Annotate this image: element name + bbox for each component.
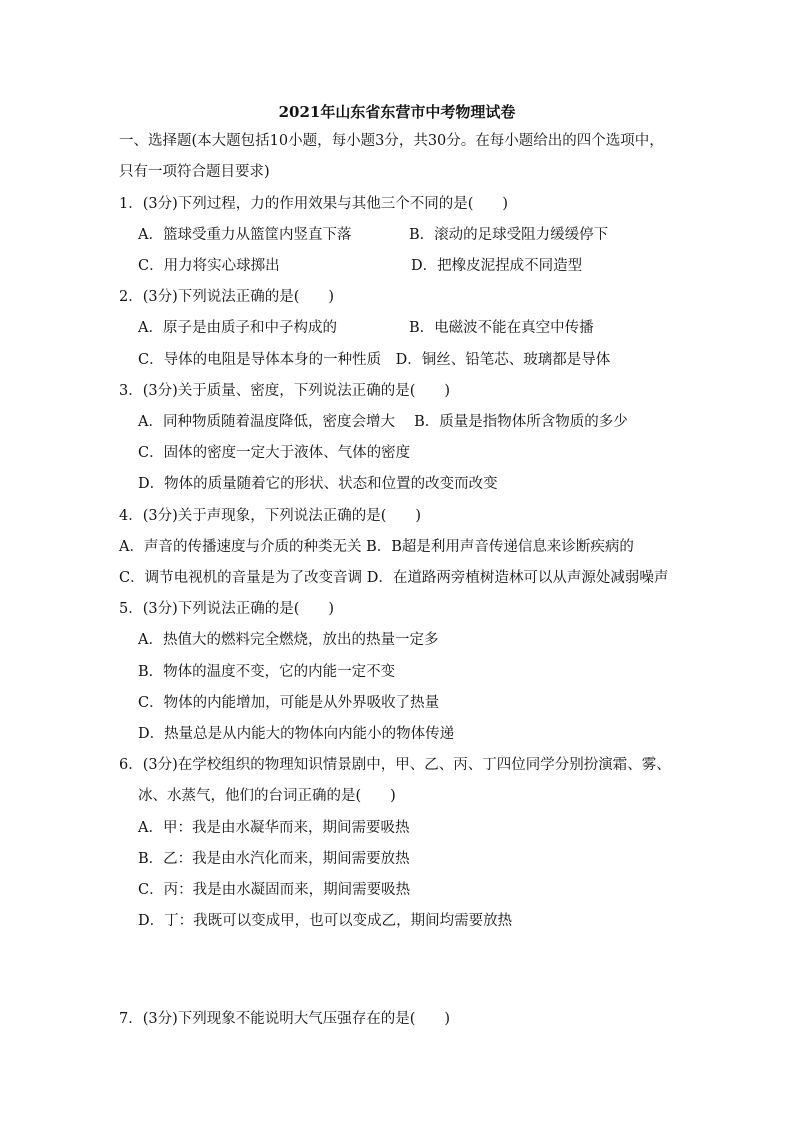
question-2-option-b: B．电磁波不能在真空中传播 <box>409 320 594 336</box>
question-6-option-d: D．丁：我既可以变成甲，也可以变成乙，期间均需要放热 <box>138 913 513 929</box>
question-5-option-a: A．热值大的燃料完全燃烧，放出的热量一定多 <box>138 632 439 648</box>
question-3-stem: 3．(3分)关于质量、密度，下列说法正确的是( ) <box>119 383 451 399</box>
question-3-option-d: D．物体的质量随着它的形状、状态和位置的改变而改变 <box>138 476 498 492</box>
question-5-option-c: C．物体的内能增加，可能是从外界吸收了热量 <box>138 695 440 711</box>
question-2-options-cd: C．导体的电阻是导体本身的一种性质 D．铜丝、铅笔芯、玻璃都是导体 <box>138 352 611 368</box>
question-3-options-ab: A．同种物质随着温度降低，密度会增大 B．质量是指物体所含物质的多少 <box>138 414 628 430</box>
question-6-stem-line1: 6．(3分)在学校组织的物理知识情景剧中，甲、乙、丙、丁四位同学分别扮演霜、雾、 <box>119 757 671 773</box>
question-1-option-a: A．篮球受重力从篮筐内竖直下落 <box>138 227 352 243</box>
question-6-option-a: A．甲：我是由水凝华而来，期间需要吸热 <box>138 820 410 836</box>
question-1-option-c: C．用力将实心球掷出 <box>138 258 280 274</box>
question-1-option-d: D．把橡皮泥捏成不同造型 <box>411 258 583 274</box>
section-instructions-line1: 一、选择题(本大题包括10小题，每小题3分，共30分。在每小题给出的四个选项中， <box>119 133 664 149</box>
question-2-stem: 2．(3分)下列说法正确的是( ) <box>119 289 335 305</box>
question-4-stem: 4．(3分)关于声现象，下列说法正确的是( ) <box>119 508 422 524</box>
question-5-option-b: B．物体的温度不变，它的内能一定不变 <box>138 664 396 680</box>
question-4-options-cd: C．调节电视机的音量是为了改变音调 D．在道路两旁植树造林可以从声源处减弱噪声 <box>119 570 669 586</box>
question-5-stem: 5．(3分)下列说法正确的是( ) <box>119 601 335 617</box>
question-6-option-c: C．丙：我是由水凝固而来，期间需要吸热 <box>138 882 411 898</box>
question-5-option-d: D．热量总是从内能大的物体向内能小的物体传递 <box>138 726 455 742</box>
question-3-option-c: C．固体的密度一定大于液体、气体的密度 <box>138 445 411 461</box>
question-4-options-ab: A．声音的传播速度与介质的种类无关 B．B超是利用声音传递信息来诊断疾病的 <box>119 539 634 555</box>
question-1-stem: 1．(3分)下列过程，力的作用效果与其他三个不同的是( ) <box>119 196 509 212</box>
question-2-option-a: A．原子是由质子和中子构成的 <box>138 320 337 336</box>
question-6-stem-line2: 冰、水蒸气，他们的台词正确的是( ) <box>138 788 396 804</box>
exam-title: 2021年山东省东营市中考物理试卷 <box>278 103 516 121</box>
question-6-option-b: B．乙：我是由水汽化而来，期间需要放热 <box>138 851 410 867</box>
question-7-stem: 7．(3分)下列现象不能说明大气压强存在的是( ) <box>119 1011 451 1027</box>
section-instructions-line2: 只有一项符合题目要求) <box>119 164 270 180</box>
question-1-option-b: B．滚动的足球受阻力缓缓停下 <box>409 227 609 243</box>
